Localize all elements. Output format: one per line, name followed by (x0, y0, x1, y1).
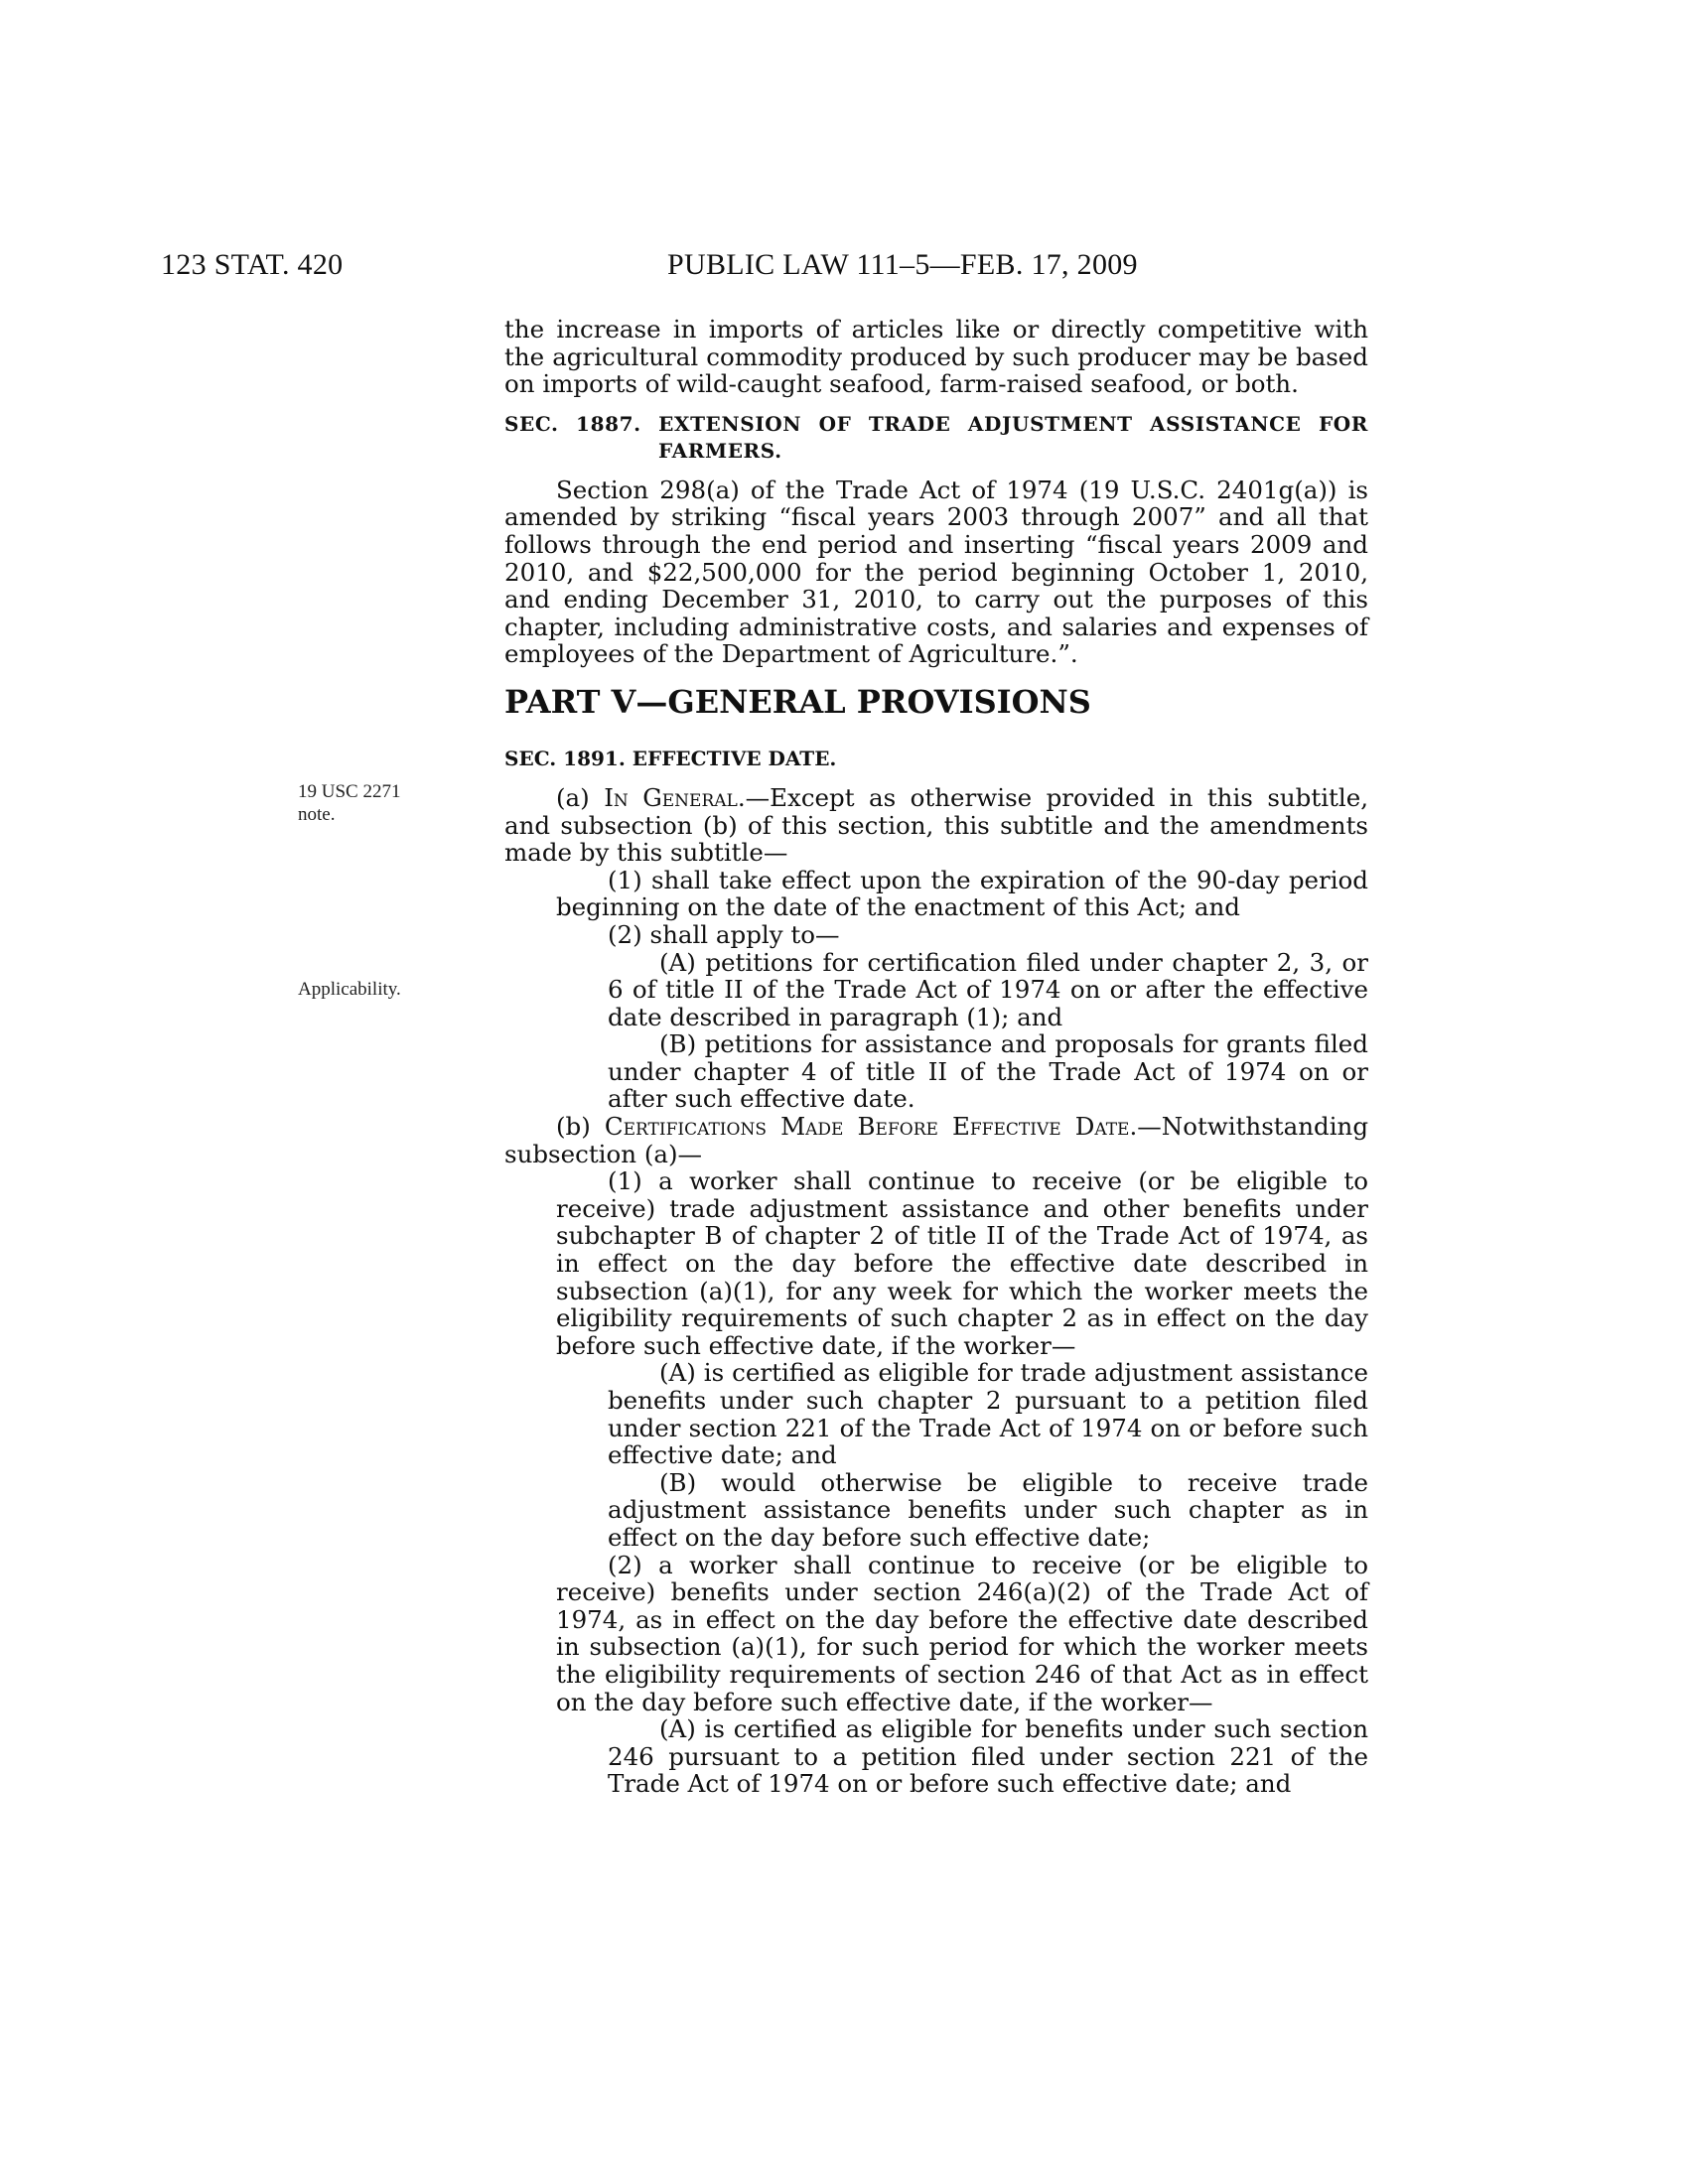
subparagraph-a2B: (B) petitions for assistance and proposals for grants filed under chapter 4 of title II of the Trade Act of 1974 on or after such effective date. (608, 1029, 1368, 1114)
part-v-heading: PART V—GENERAL PROVISIONS (504, 682, 1091, 721)
intro-paragraph: the increase in imports of articles like or directly competitive with the agricultural commodity produced by such producer may be based on imports of wild-caught seafood, farm-raised seafood, or both. (504, 315, 1368, 399)
subparagraph-a2A: (A) petitions for certification filed under chapter 2, 3, or 6 of title II of the Trade Act of 1974 on or after the effective date described in paragraph (1); and (608, 947, 1368, 1031)
margin-note-usc-cite: 19 USC 2271 (298, 781, 401, 802)
section-1891-heading: SEC. 1891. EFFECTIVE DATE. (504, 746, 837, 770)
section-1887-heading: SEC. 1887. EXTENSION OF TRADE ADJUSTMENT ASSISTANCE FOR FARMERS. (504, 411, 1368, 463)
subsection-a (504, 784, 1368, 867)
subsection-a-label: (a) (556, 782, 605, 812)
subsection-a-text: —Except as otherwise provided in this subtitle, and subsection (b) of this section, this subtitle and the amendments made by this subtitle— (504, 782, 1368, 868)
subparagraph-b2A: (A) is certified as eligible for benefits under such section 246 pursuant to a petition filed under section 221 of the Trade Act of 1974 on or before such effective date; and (608, 1714, 1368, 1799)
subsection-b (504, 1113, 1368, 1167)
paragraph-b1: (1) a worker shall continue to receive (or be eligible to receive) trade adjustment assistance and other benefits under subchapter B of chapter 2 of title II of the Trade Act of 1974, as in effect on the day before the effective date described in subsection (a)(1), for any week for which the worker meets the eligibility requirements of such chapter 2 as in effect on the day before such effective date, if the worker— (556, 1166, 1368, 1360)
subparagraph-b1B: (B) would otherwise be eligible to receive trade adjustment assistance benefits under such chapter as in effect on the day before such effective date; (608, 1467, 1368, 1552)
subsection-a-caption: In General. (604, 782, 746, 812)
running-head: PUBLIC LAW 111–5—FEB. 17, 2009 (667, 248, 1138, 281)
paragraph-a1: (1) shall take effect upon the expiration of the 90-day period beginning on the date of the enactment of this Act; and (556, 865, 1368, 922)
margin-note-usc (298, 780, 400, 826)
subsection-b-label: (b) (556, 1112, 605, 1142)
paragraph-a2: (2) shall apply to— (608, 919, 840, 949)
section-1887-text: Section 298(a) of the Trade Act of 1974 (19 U.S.C. 2401g(a)) is amended by striking “fiscal years 2003 through 2007” and all that follows through the end period and inserting “fiscal years 2009 and 2010, and $22,500,000 for the period beginning October 1, 2010, and ending December 31, 2010, to carry out the purposes of this chapter, including administrative costs, and salaries and expenses of employees of the Department of Agriculture.”. (504, 475, 1368, 669)
subsection-b-text: —Notwithstanding subsection (a)— (504, 1112, 1368, 1168)
document-body (504, 316, 1368, 1798)
paragraph-b2: (2) a worker shall continue to receive (or be eligible to receive) benefits under section 246(a)(2) of the Trade Act of 1974, as in effect on the day before the effective date described in subsection (a)(1), for such period for which the worker meets the eligibility requirements of section 246 of that Act as in effect on the day before such effective date, if the worker— (556, 1550, 1368, 1716)
margin-note-applicability: Applicability. (298, 979, 401, 1000)
subparagraph-b1A: (A) is certified as eligible for trade adjustment assistance benefits under such chapter 2 pursuant to a petition filed under section 221 of the Trade Act of 1974 on or before such effective date; and (608, 1358, 1368, 1470)
margin-note-usc-note: note. (298, 804, 336, 825)
statute-page-number: 123 STAT. 420 (161, 248, 344, 281)
subsection-b-caption: Certifications Made Before Effective Date. (604, 1112, 1138, 1142)
